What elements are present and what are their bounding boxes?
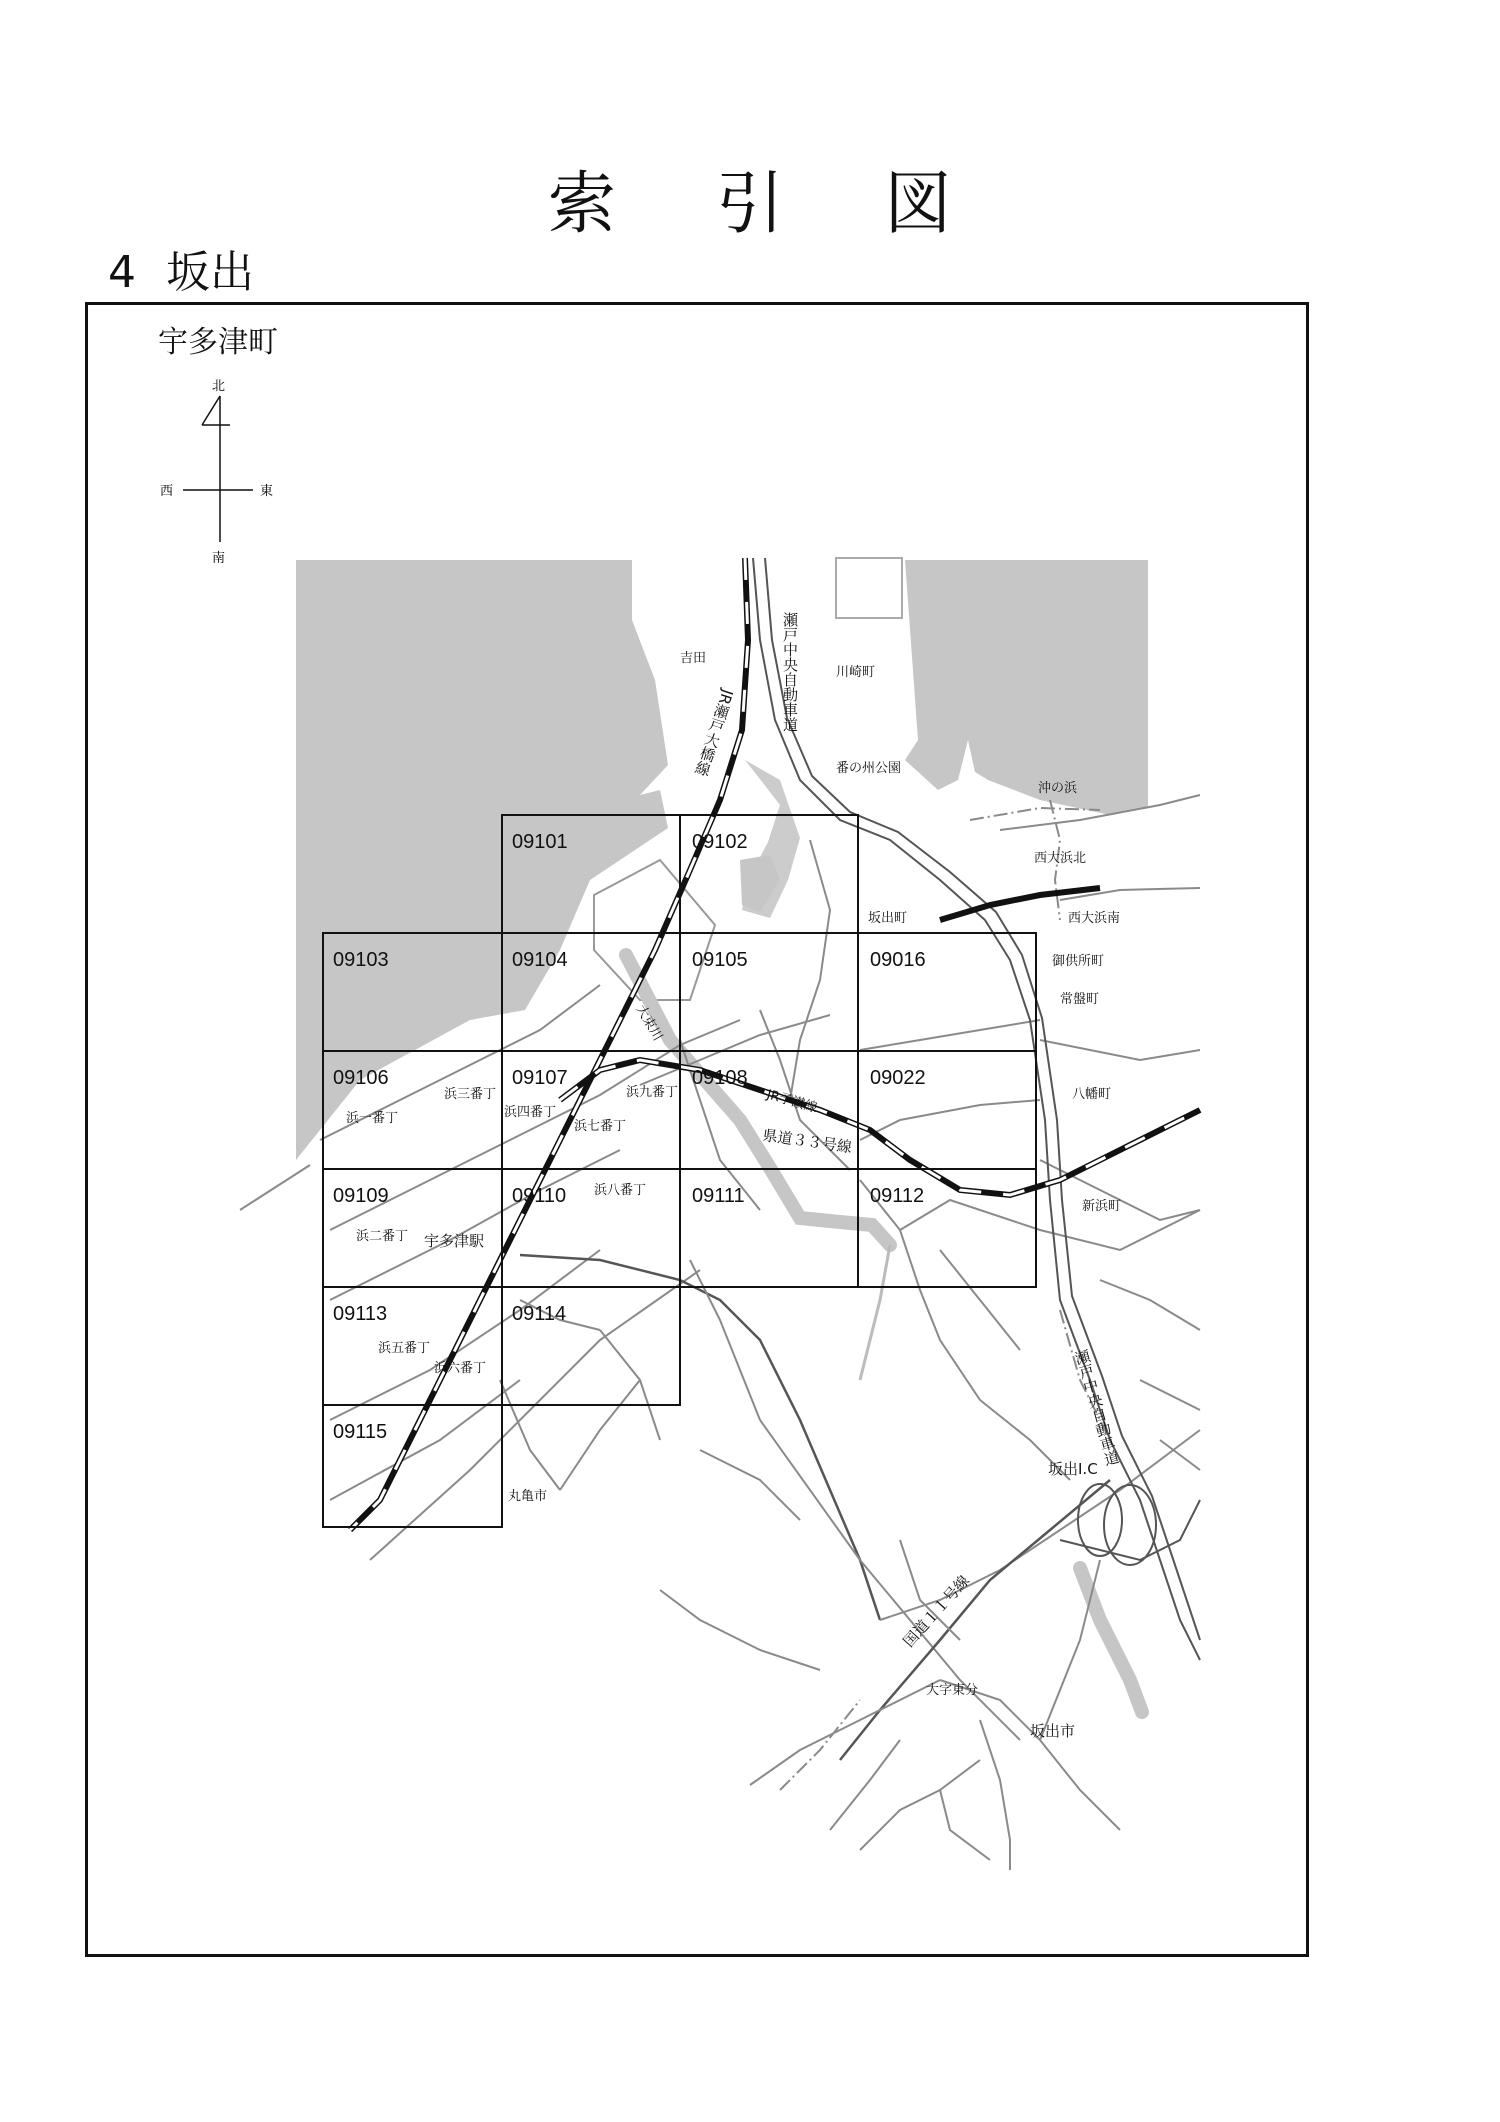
grid-label-09113: 09113 [333, 1303, 388, 1325]
stream [860, 1245, 890, 1380]
place-hachiman: 八幡町 [1072, 1087, 1112, 1102]
river-upper [1080, 1568, 1142, 1712]
place-bannosu-park: 番の州公園 [836, 761, 902, 776]
place-shinhama: 新浜町 [1082, 1199, 1122, 1214]
compass-north: 北 [212, 379, 226, 394]
place-sakaide-ic: 坂出I.C [1048, 1460, 1098, 1478]
route-seto-expressway-north: 瀬戸中央自動車道 [781, 612, 799, 732]
grid-label-09112: 09112 [870, 1185, 925, 1207]
place-sakaide-city: 坂出市 [1030, 1722, 1076, 1740]
route-okaya-river: 大束川 [632, 1002, 666, 1044]
place-yoshida: 吉田 [680, 651, 707, 666]
place-gokusho: 御供所町 [1052, 954, 1105, 969]
place-hama8: 浜八番丁 [594, 1183, 647, 1198]
compass-rose [160, 379, 273, 566]
grid-label-09115: 09115 [333, 1421, 388, 1443]
place-hama4: 浜四番丁 [504, 1105, 557, 1120]
page-title: 索引図 [547, 165, 1052, 244]
route-seto-expressway-south: 瀬戸中央自動車道 [1071, 1347, 1122, 1468]
place-hama6: 浜六番丁 [434, 1361, 487, 1376]
grid-label-09022: 09022 [870, 1067, 926, 1089]
compass-south: 南 [212, 551, 226, 566]
route-national-11: 国道１１号線 [899, 1571, 974, 1651]
place-utazu-station: 宇多津駅 [424, 1232, 485, 1250]
grid-label-09105: 09105 [692, 949, 748, 971]
section-number: 4 [108, 247, 136, 298]
place-joban: 常盤町 [1060, 992, 1100, 1007]
grid-label-09101: 09101 [512, 831, 568, 853]
grid-label-09110: 09110 [512, 1185, 567, 1207]
place-sakaide-cho: 坂出町 [868, 911, 908, 926]
place-hama5: 浜五番丁 [378, 1341, 431, 1356]
route-jr-yosan: JR予讃線 [764, 1087, 819, 1117]
place-kawasaki: 川崎町 [836, 665, 876, 680]
grid-label-09108: 09108 [692, 1067, 748, 1089]
place-hama3: 浜三番丁 [444, 1087, 497, 1102]
grid-label-09104: 09104 [512, 949, 568, 971]
place-hama2: 浜二番丁 [356, 1229, 409, 1244]
place-nishi-ohama-kita: 西大浜北 [1034, 851, 1087, 866]
grid-label-09016: 09016 [870, 949, 926, 971]
grid-label-09102: 09102 [692, 831, 748, 853]
grid-label-09107: 09107 [512, 1067, 568, 1089]
district-label: 宇多津町 [158, 325, 278, 360]
place-oaza-higashibun: 大字東分 [926, 1683, 979, 1698]
place-hama7: 浜七番丁 [574, 1119, 627, 1134]
grid-label-09103: 09103 [333, 949, 389, 971]
grid-label-09109: 09109 [333, 1185, 389, 1207]
compass-west: 西 [160, 484, 174, 499]
place-marugame: 丸亀市 [508, 1489, 548, 1504]
industrial-block [836, 558, 902, 618]
route-jr-seto-ohashi: JR瀬戸大橋線 [691, 687, 737, 779]
section-name: 坂出 [166, 247, 254, 298]
compass-east: 東 [260, 484, 274, 499]
place-okinohama: 沖の浜 [1038, 781, 1078, 796]
grid-label-09111: 09111 [692, 1185, 745, 1207]
place-hama9: 浜九番丁 [626, 1085, 679, 1100]
place-nishi-ohama-minami: 西大浜南 [1068, 911, 1121, 926]
grid-label-09106: 09106 [333, 1067, 389, 1089]
route-prefectural-road-33: 県道３３号線 [761, 1126, 854, 1157]
place-hama1: 浜一番丁 [346, 1111, 399, 1126]
grid-label-09114: 09114 [512, 1303, 567, 1325]
